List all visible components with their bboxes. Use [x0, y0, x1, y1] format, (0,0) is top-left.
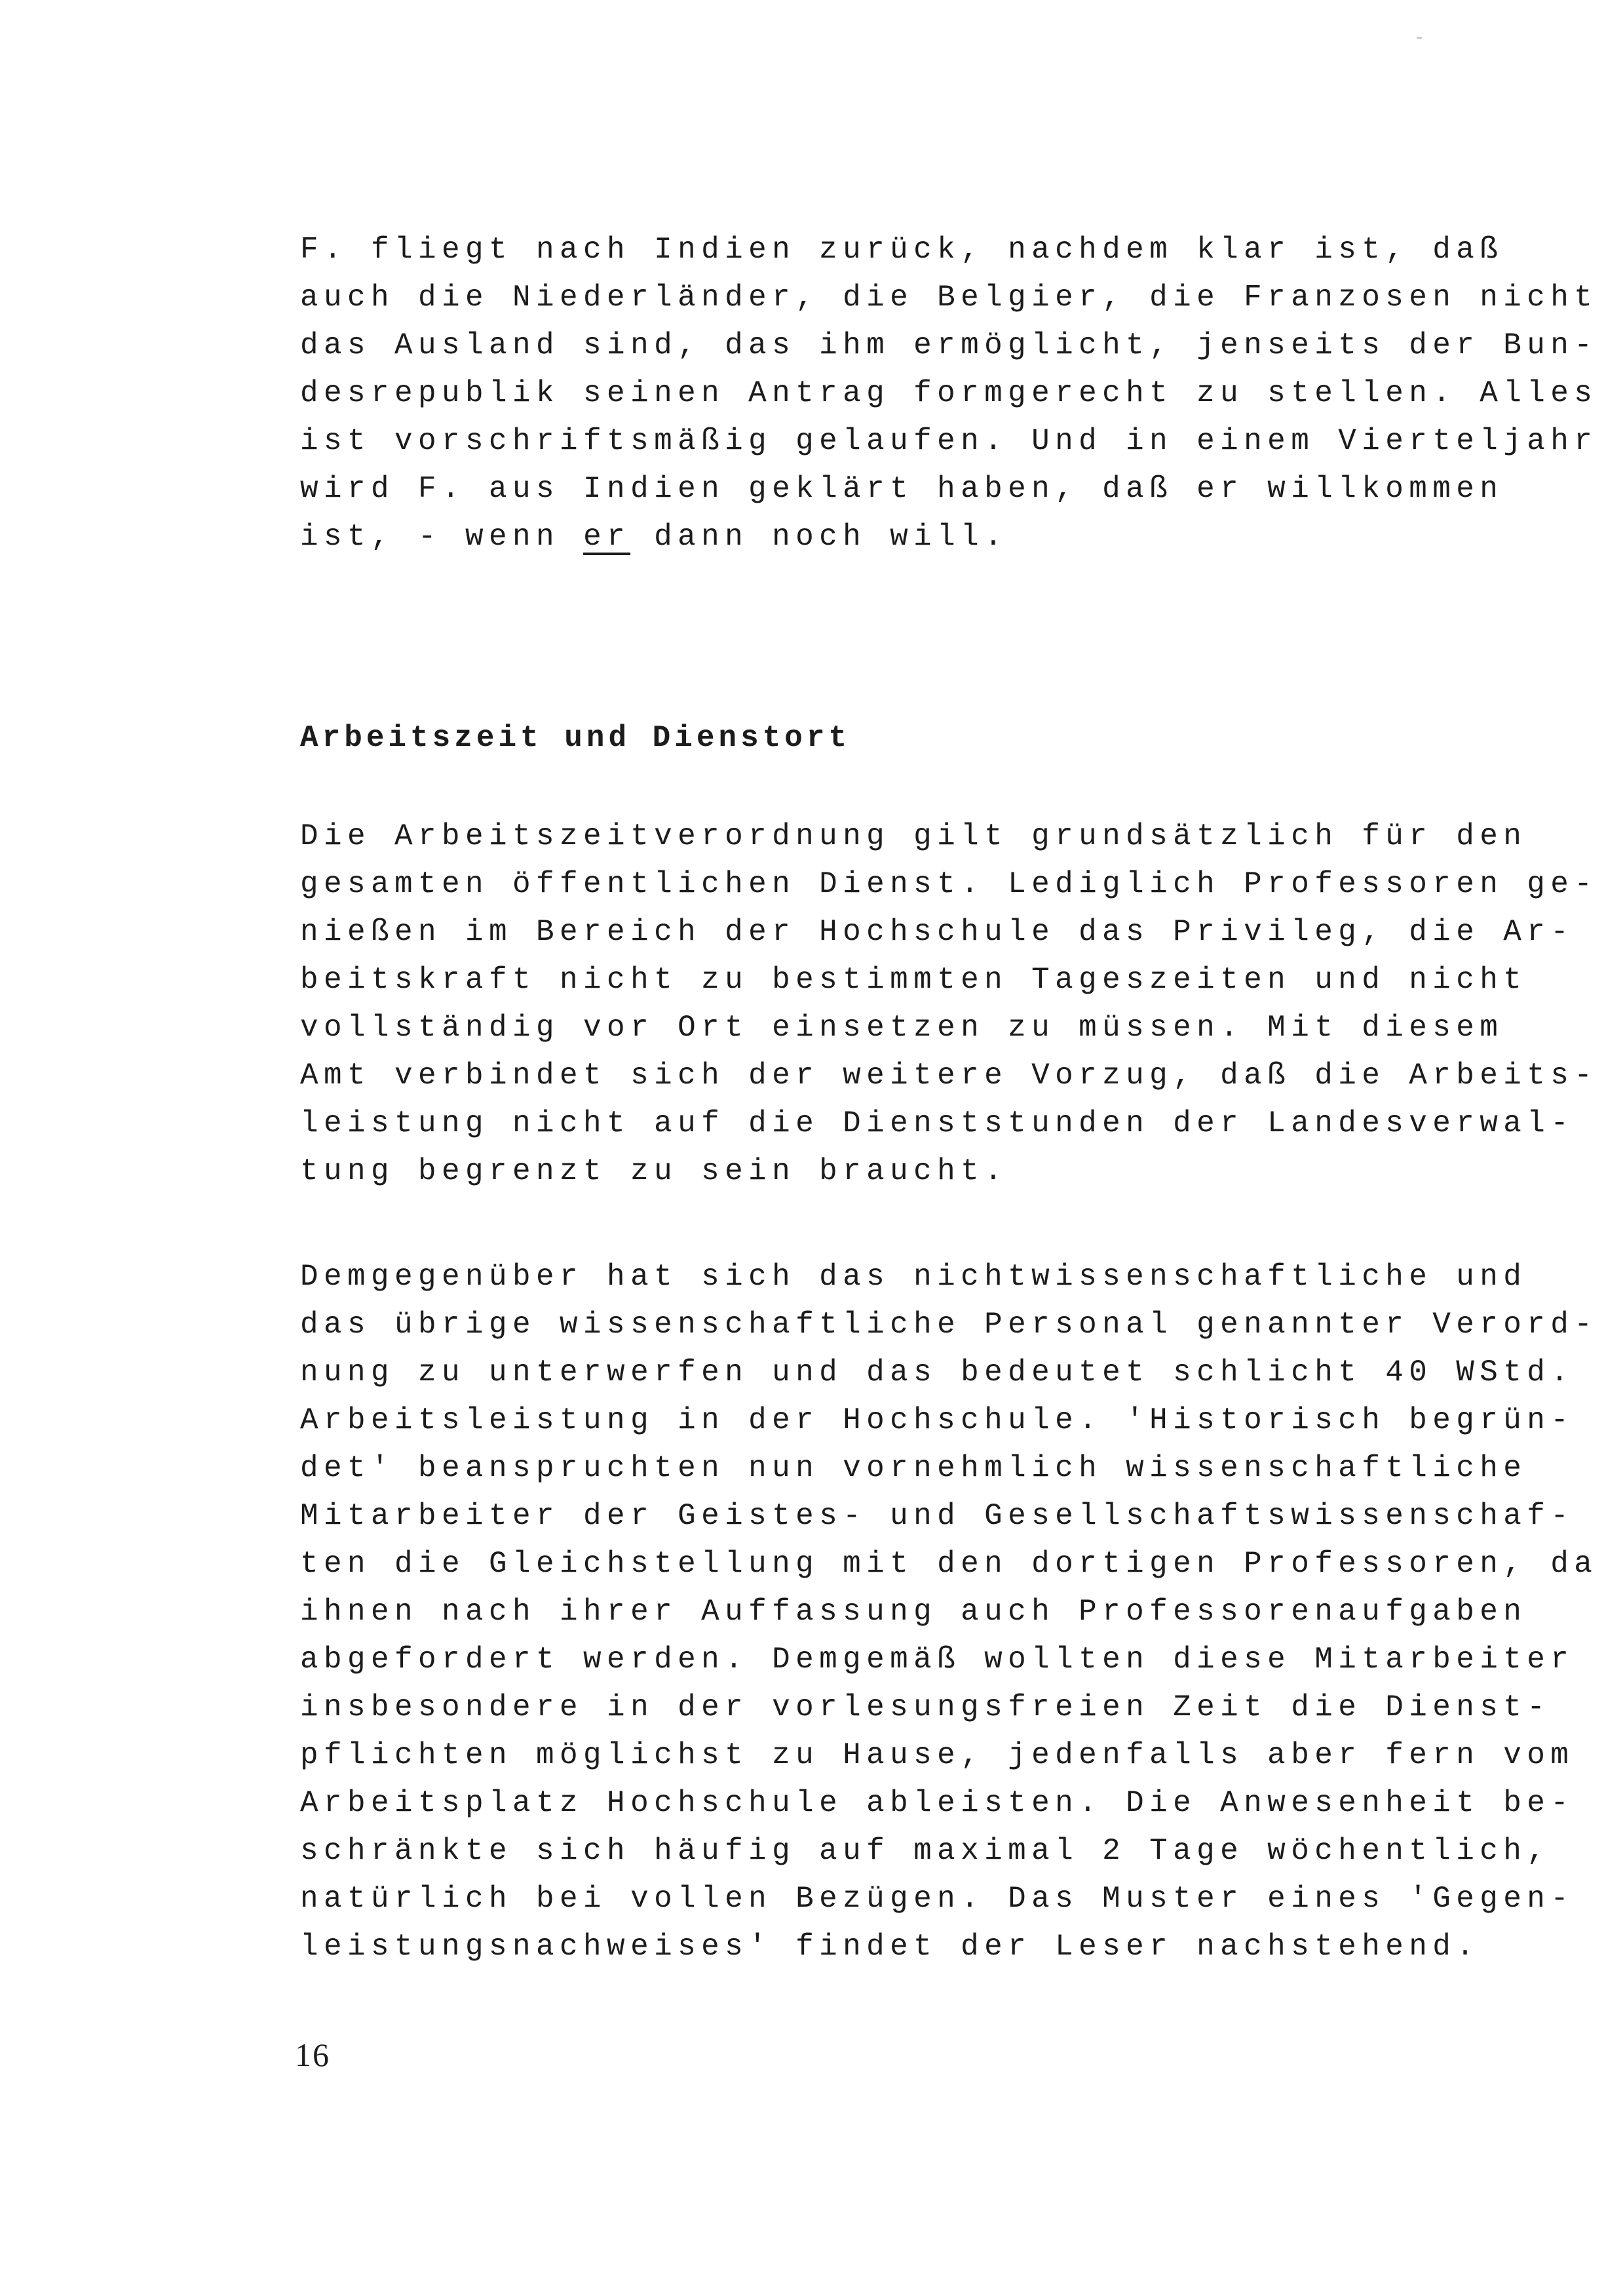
paragraph-line: insbesondere in der vorlesungsfreien Zeit die Dienst- [300, 1690, 1551, 1724]
page-number: 16 [295, 2036, 330, 2073]
paragraph-line: beitskraft nicht zu bestimmten Tageszeiten und nicht [300, 963, 1527, 997]
underlined-word: er [583, 520, 631, 554]
paragraph-line: Arbeitsleistung in der Hochschule. 'Historisch begrün- [300, 1403, 1575, 1437]
paragraph-line: nießen im Bereich der Hochschule das Privileg, die Ar- [300, 915, 1575, 949]
paragraph-line: auch die Niederländer, die Belgier, die Franzosen nicht [300, 281, 1598, 315]
paragraph-line: natürlich bei vollen Bezügen. Das Muster eines 'Gegen- [300, 1882, 1575, 1916]
paragraph-line: schränkte sich häufig auf maximal 2 Tage wöchentlich, [300, 1834, 1551, 1868]
paragraph-line: det' beanspruchten nun vornehmlich wissenschaftliche [300, 1451, 1527, 1485]
paragraph-line: desrepublik seinen Antrag formgerecht zu stellen. Alles [300, 376, 1598, 410]
paragraph-line: pflichten möglichst zu Hause, jedenfalls aber fern vom [300, 1738, 1575, 1772]
paragraph-line: abgefordert werden. Demgemäß wollten diese Mitarbeiter [300, 1643, 1575, 1677]
paragraph-line: Amt verbindet sich der weitere Vorzug, daß die Arbeits- [300, 1059, 1598, 1093]
paragraph-line: Arbeitsplatz Hochschule ableisten. Die Anwesenheit be- [300, 1786, 1575, 1820]
scan-artifact-dot [1417, 37, 1422, 39]
paragraph-line: ihnen nach ihrer Auffassung auch Professorenaufgaben [300, 1595, 1527, 1629]
paragraph-line: F. fliegt nach Indien zurück, nachdem klar ist, daß [300, 233, 1504, 267]
paragraph-line: leistung nicht auf die Dienststunden der Landesverwal- [300, 1106, 1575, 1140]
paragraph-3 [300, 1253, 1598, 1971]
last-line-end: dann noch will. [630, 520, 1008, 554]
paragraph-line: vollständig vor Ort einsetzen zu müssen. Mit diesem [300, 1011, 1504, 1045]
paragraph-line: ist vorschriftsmäßig gelaufen. Und in einem Vierteljahr [300, 424, 1598, 458]
paragraph-line: Demgegenüber hat sich das nichtwissenschaftliche und [300, 1260, 1527, 1294]
paragraph-line: gesamten öffentlichen Dienst. Lediglich Professoren ge- [300, 867, 1598, 901]
paragraph-2 [300, 813, 1598, 1196]
last-line-start: ist, - wenn [300, 520, 584, 554]
paragraph-line: Mitarbeiter der Geistes- und Gesellschaftswissenschaf- [300, 1499, 1575, 1533]
paragraph-line: das übrige wissenschaftliche Personal genannter Verord- [300, 1308, 1598, 1342]
paragraph-line: tung begrenzt zu sein braucht. [300, 1154, 1008, 1188]
paragraph-last-line [300, 513, 1375, 561]
paragraph-line: leistungsnachweises' findet der Leser nachstehend. [300, 1930, 1480, 1964]
paragraph-1 [300, 226, 1598, 561]
paragraph-line: wird F. aus Indien geklärt haben, daß er willkommen [300, 472, 1504, 506]
paragraph-line: Die Arbeitszeitverordnung gilt grundsätzlich für den [300, 819, 1527, 853]
paragraph-line: ten die Gleichstellung mit den dortigen Professoren, da [300, 1547, 1598, 1581]
paragraph-line: das Ausland sind, das ihm ermöglicht, jenseits der Bun- [300, 328, 1598, 362]
paragraph-line: nung zu unterwerfen und das bedeutet schlicht 40 WStd. [300, 1355, 1575, 1390]
section-heading: Arbeitszeit und Dienstort [300, 721, 851, 755]
